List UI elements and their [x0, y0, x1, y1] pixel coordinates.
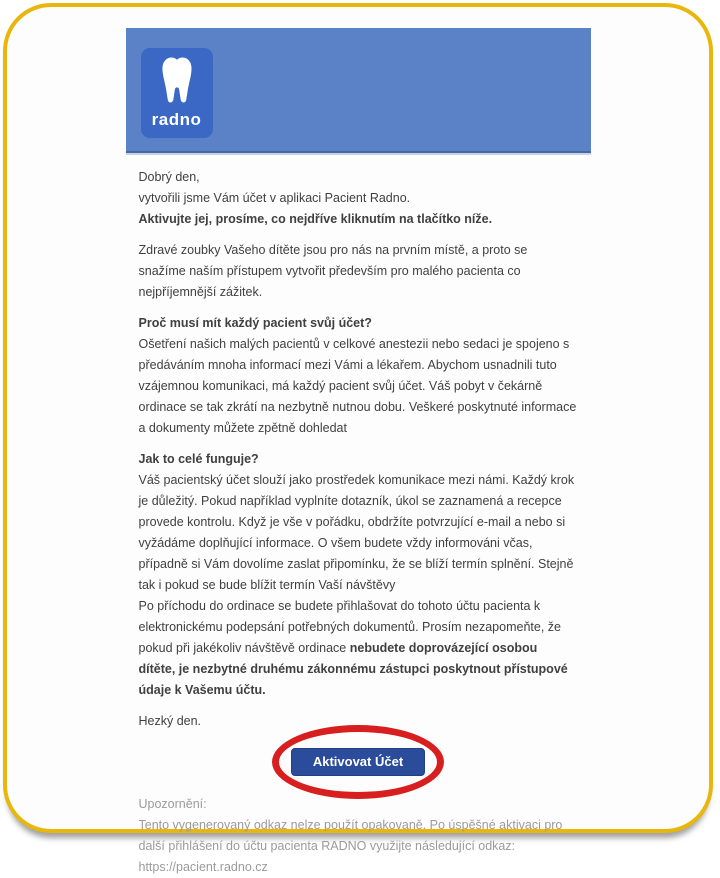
patient-portal-link[interactable]: https://pacient.radno.cz	[138, 860, 268, 874]
radno-logo	[141, 48, 213, 138]
header-banner	[126, 28, 591, 153]
paragraph-welcome: Zdravé zoubky Vašeho dítěte jsou pro nás na prvním místě, a proto se snažíme naším přístupem vytvořit především pro malého pacienta co nejpříjemnější zážitek.	[138, 243, 528, 299]
activate-account-button[interactable]: Aktivovat Účet	[291, 748, 425, 776]
section-heading-why: Proč musí mít každý pacient svůj účet?	[138, 316, 372, 330]
section-body-why: Ošetření našich malých pacientů v celkové anestezii nebo sedaci je spojeno s předáváním mnoha informací mezi Vámi a lékařem. Abychom usnadnili tuto vzájemnou komunikaci, má každý pacient svůj účet. Váš pobyt v čekárně ordinace se tak zkrátí na nezbytně nutnou dobu. Veškeré poskytnuté informace a dokumenty můžete zpětně dohledat	[138, 337, 577, 435]
email-content	[126, 153, 591, 878]
footer-note: Tento vygenerovaný odkaz nelze použít opakovaně. Po úspěšné aktivaci pro další přihlášení do účtu pacienta RADNO využijte následující odkaz:	[138, 818, 563, 853]
section-heading-how: Jak to celé funguje?	[138, 452, 259, 466]
section-body-arrival-bold: nebudete doprovázející osobou dítěte, je nezbytné druhému zákonnému zástupci poskytnout přístupové údaje k Vašemu účtu.	[138, 641, 568, 697]
paragraph-why-account	[139, 313, 578, 439]
logo-wordmark: radno	[151, 110, 202, 129]
activate-button-area	[139, 742, 578, 792]
greeting-text: Dobrý den,	[138, 170, 200, 184]
footer-label: Upozornění:	[138, 797, 207, 811]
intro-bold-text: Aktivujte jej, prosíme, co nejdříve kliknutím na tlačítko níže.	[138, 212, 493, 226]
email-card	[3, 3, 713, 874]
section-body-arrival: Po příchodu do ordinace se budete přihlašovat do tohoto účtu pacienta k elektronickému podepsání potřebných dokumentů. Prosím nezapomeňte, že pokud při jakékoliv návštěvě ordinace	[138, 599, 561, 655]
intro-text: vytvořili jsme Vám účet v aplikaci Pacient Radno.	[138, 191, 411, 205]
paragraph-signoff: Hezký den.	[138, 714, 202, 728]
paragraph-greeting	[139, 167, 578, 230]
email-footer	[139, 794, 578, 878]
email-body	[126, 28, 591, 878]
tooth-icon	[155, 54, 199, 108]
paragraph-how-it-works	[139, 449, 578, 701]
section-body-how: Váš pacientský účet slouží jako prostředek komunikace mezi námi. Každý krok je důležitý. Pokud například vyplníte dotazník, úkol se zaznamená a recepce provede kontrolu. Když je vše v pořádku, obdržíte potvrzující e-mail a nebo si vyžádáme doplňující informace. O všem budete vždy informováni včas, případně si Vám dovolíme zaslat připomínku, že se blíží termín splnění. Stejně tak i pokud se bude blížit termín Vaší návštěvy	[138, 473, 575, 592]
